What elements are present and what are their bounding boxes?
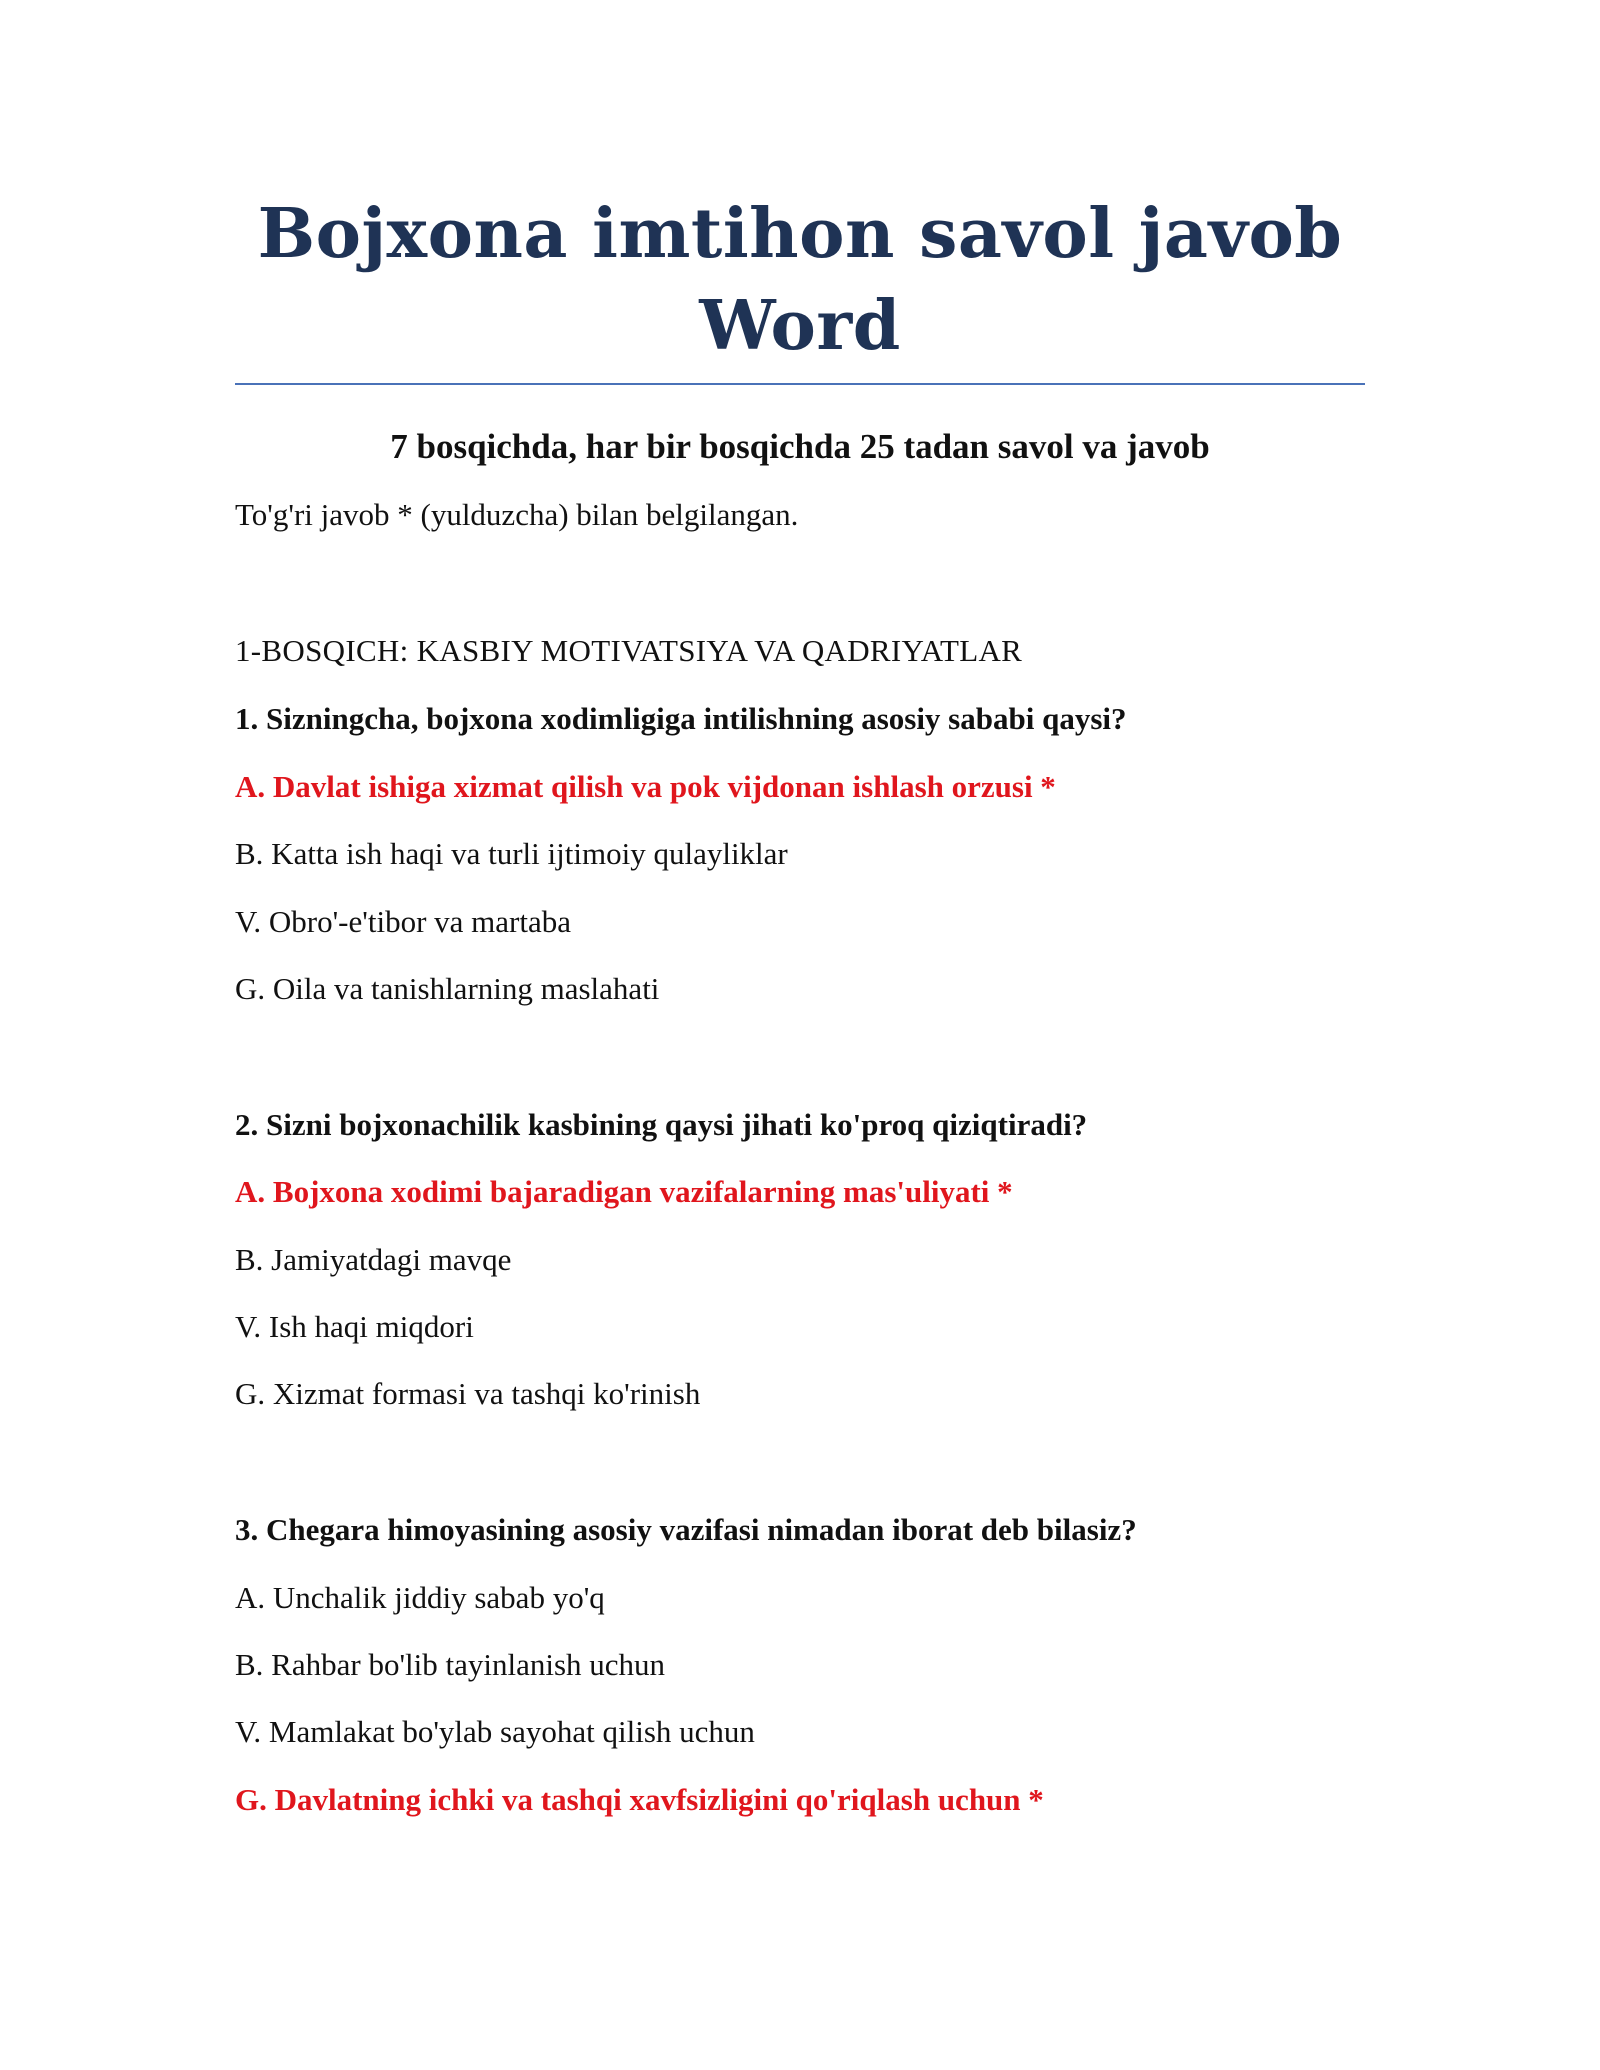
question-3-option-g: G. Davlatning ichki va tashqi xavfsizligini qo'riqlash uchun *: [235, 1782, 1044, 1817]
question-3: 3. Chegara himoyasining asosiy vazifasi nimadan iborat deb bilasiz?: [235, 1512, 1137, 1547]
document-title-line-2: Word: [699, 286, 901, 366]
question-1-option-b: B. Katta ish haqi va turli ijtimoiy qulayliklar: [235, 836, 788, 871]
question-2-option-a: A. Bojxona xodimi bajaradigan vazifalarning mas'uliyati *: [235, 1174, 1013, 1209]
question-3-option-b: B. Rahbar bo'lib tayinlanish uchun: [235, 1647, 666, 1682]
question-1-option-a: A. Davlat ishiga xizmat qilish va pok vijdonan ishlash orzusi *: [235, 769, 1056, 804]
stage-heading: 1-BOSQICH: KASBIY MOTIVATSIYA VA QADRIYATLAR: [235, 633, 1023, 668]
question-1: 1. Sizningcha, bojxona xodimligiga intilishning asosiy sababi qaysi?: [235, 701, 1127, 736]
question-3-option-a: A. Unchalik jiddiy sabab yo'q: [235, 1580, 605, 1615]
question-2: 2. Sizni bojxonachilik kasbining qaysi jihati ko'proq qiziqtiradi?: [235, 1107, 1088, 1142]
document-subtitle: 7 bosqichda, har bir bosqichda 25 tadan savol va javob: [390, 427, 1210, 466]
question-3-option-v: V. Mamlakat bo'ylab sayohat qilish uchun: [235, 1714, 755, 1749]
question-1-option-g: G. Oila va tanishlarning maslahati: [235, 971, 660, 1006]
document-title: [235, 188, 1365, 372]
question-2-option-b: B. Jamiyatdagi mavqe: [235, 1242, 512, 1277]
question-1-option-v: V. Obro'-e'tibor va martaba: [235, 904, 571, 939]
title-divider: [235, 383, 1365, 385]
question-2-option-v: V. Ish haqi miqdori: [235, 1309, 474, 1344]
document-title-line-1: Bojxona imtihon savol javob: [257, 194, 1343, 274]
question-2-option-g: G. Xizmat formasi va tashqi ko'rinish: [235, 1376, 701, 1411]
answer-key-note: To'g'ri javob * (yulduzcha) bilan belgilangan.: [235, 497, 799, 532]
